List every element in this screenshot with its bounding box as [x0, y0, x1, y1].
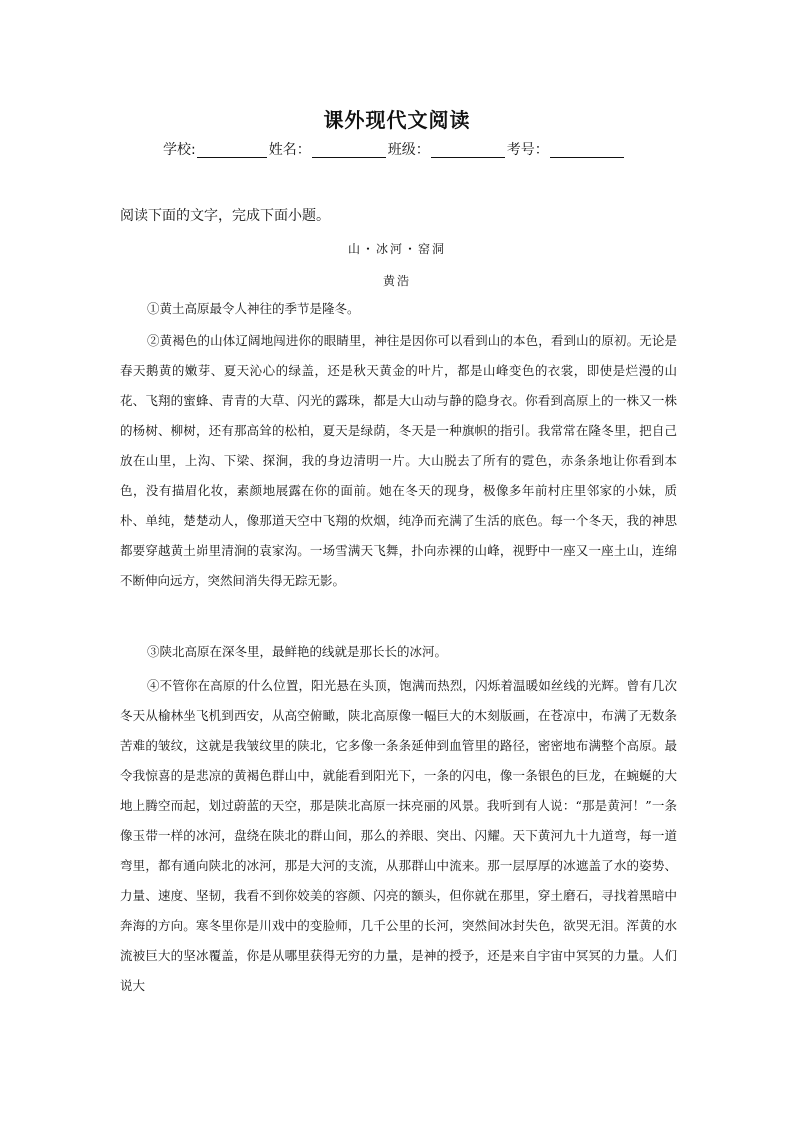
- instruction-text: 阅读下面的文字，完成下面小题。: [120, 208, 330, 224]
- class-label: 班级：: [387, 142, 430, 158]
- name-blank[interactable]: [312, 143, 386, 158]
- paragraph-2: ②黄褐色的山体辽阔地闯进你的眼睛里，神往是因你可以看到山的本色，看到山的原初。无论是春天鹅黄的嫩芽、夏天沁心的绿盖，还是秋天黄金的叶片，都是山峰变色的衣裳，即使是烂漫的山花、飞翔的蜜蜂、青青的大草、闪光的露珠，都是大山动与静的隐身衣。你看到高原上的一株又一株的杨树、柳树，还有那高耸的松柏，夏天是绿荫，冬天是一种旗帜的指引。我常常在隆冬里，把自己放在山里，上沟、下梁、探涧，我的身边清明一片。大山脱去了所有的霓色，赤条条地让你看到本色，没有描眉化妆，素颜地展露在你的面前。她在冬天的现身，极像多年前村庄里邻家的小妹，质朴、单纯，楚楚动人，像那道天空中飞翔的炊烟，纯净而充满了生活的底色。每一个冬天，我的神思都要穿越黄土峁里清涧的袁家沟。一场雪满天飞舞，扑向赤裸的山峰，视野中一座又一座土山，连绵不断伸向远方，突然间消失得无踪无影。: [120, 333, 677, 588]
- passage-title: 山・冰河・窑洞: [347, 242, 446, 256]
- school-label: 学校:: [163, 142, 196, 158]
- name-label: 姓名：: [268, 142, 311, 158]
- paragraph-3: ③陕北高原在深冬里，最鲜艳的线就是那长长的冰河。: [147, 644, 448, 659]
- school-blank[interactable]: [197, 143, 267, 158]
- student-info-row: [163, 139, 626, 159]
- paragraph-4: ④不管你在高原的什么位置，阳光悬在头顶，饱满而热烈，闪烁着温暖如丝线的光辉。曾有几次冬天从榆林坐飞机到西安，从高空俯瞰，陕北高原像一幅巨大的木刻版画，在苍凉中，布满了无数条苦难的皱纹，这就是我皱纹里的陕北，它多像一条条延伸到血管里的路径，密密地布满整个高原。最令我惊喜的是悲凉的黄褐色群山中，就能看到阳光下，一条的闪电，像一条银色的巨龙，在蜿蜒的大地上腾空而起，划过蔚蓝的天空，那是陕北高原一抹亮丽的风景。我听到有人说：“那是黄河！”一条像玉带一样的冰河，盘绕在陕北的群山间，那么的养眼、突出、闪耀。天下黄河九十九道弯，每一道弯里，都有通向陕北的冰河，那是大河的支流，从那群山中流来。那一层厚厚的冰遮盖了水的姿势、力量、速度、坚韧，我看不到你姣美的容颜、闪亮的额头，但你就在那里，穿土磨石，寻找着黑暗中奔海的方向。寒冬里你是川戏中的变脸师，几千公里的长河，突然间冰封失色，欲哭无泪。浑黄的水流被巨大的坚冰覆盖，你是从哪里获得无穷的力量，是神的授予，还是来自宇宙中冥冥的力量。人们说大: [120, 678, 677, 993]
- number-label: 考号：: [506, 142, 549, 158]
- passage-author: 黄浩: [382, 274, 411, 288]
- number-blank[interactable]: [550, 143, 624, 158]
- class-blank[interactable]: [431, 143, 505, 158]
- document-title: 课外现代文阅读: [323, 108, 471, 132]
- paragraph-1: ①黄土高原最令人神往的季节是隆冬。: [147, 301, 360, 316]
